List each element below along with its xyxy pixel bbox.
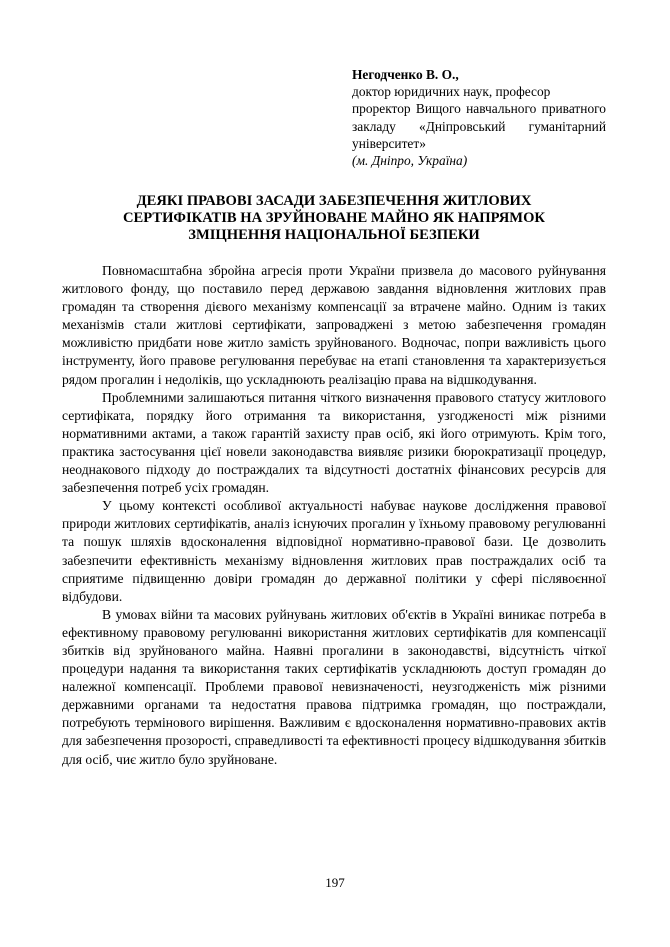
title-line-3: ЗМІЦНЕННЯ НАЦІОНАЛЬНОЇ БЕЗПЕКИ	[188, 227, 480, 244]
article-body	[62, 262, 606, 769]
page-number: 197	[325, 875, 345, 890]
author-name: Негодченко В. О.,	[352, 67, 459, 82]
title-line-1: ДЕЯКІ ПРАВОВІ ЗАСАДИ ЗАБЕЗПЕЧЕННЯ ЖИТЛОВИХ	[136, 193, 532, 209]
paragraph: У цьому контексті особливої актуальності набуває наукове дослідження правової природи житлових сертифікатів, аналіз існуючих прогалин у їхньому правовому регулюванні та пошук шляхів вдосконалення відповідної нормативно-правової бази. Це дозволить забезпечити ефективність механізму відновлення житлових прав постраждалих осіб та сприятиме підвищенню довіри громадян до державної політики у сфері післявоєнної відбудови.	[62, 498, 606, 604]
author-block	[352, 66, 606, 169]
author-location: (м. Дніпро, Україна)	[352, 153, 468, 169]
article-title	[62, 193, 606, 245]
paragraph: Проблемними залишаються питання чіткого визначення правового статусу житлового сертифіката, порядку його отримання та використання, узгодженості між різними нормативними актами, а також гарантій захисту прав осіб, які його отримують. Крім того, практика застосування цієї новели законодавства виявляє ризики бюрократизації процедур, неоднакового підходу до постраждалих та відсутності достатніх фінансових ресурсів для забезпечення потреб усіх громадян.	[62, 389, 606, 496]
author-position: проректор Вищого навчального приватного закладу «Дніпровський гуманітарний університет»	[352, 101, 606, 151]
title-line-2: СЕРТИФІКАТІВ НА ЗРУЙНОВАНЕ МАЙНО ЯК НАПРЯМОК	[122, 210, 546, 227]
paragraph: В умовах війни та масових руйнувань житлових об'єктів в Україні виникає потреба в ефективному правовому регулюванні використання житлових сертифікатів для компенсації збитків від зруйнованого майна. Наявні прогалини в законодавстві, відсутність чіткої процедури надання та використання таких сертифікатів ускладнюють доступ громадян до належної компенсації. Проблеми правової невизначеності, неузгодженість між різними державними органами та недостатня правова підтримка громадян, що постраждали, потребують термінового вирішення. Важливим є вдосконалення нормативно-правових актів для забезпечення прозорості, справедливості та ефективності процесу відшкодування збитків для осіб, чиє житло було зруйноване.	[62, 606, 606, 767]
paragraph: Повномасштабна збройна агресія проти України призвела до масового руйнування житлового фонду, що поставило перед державою завдання відновлення житлових прав громадян та створення дієвого механізму компенсації за втрачене майно. Одним із таких механізмів стали житлові сертифікати, запроваджені з метою забезпечення громадян можливістю придбати нове житло замість зруйнованого. Водночас, попри важливість цього інструменту, його правове регулювання перебуває на етапі становлення та характеризується рядом прогалин і недоліків, що ускладнюють реалізацію права на відшкодування.	[62, 263, 606, 387]
author-degree: доктор юридичних наук, професор	[352, 84, 551, 100]
